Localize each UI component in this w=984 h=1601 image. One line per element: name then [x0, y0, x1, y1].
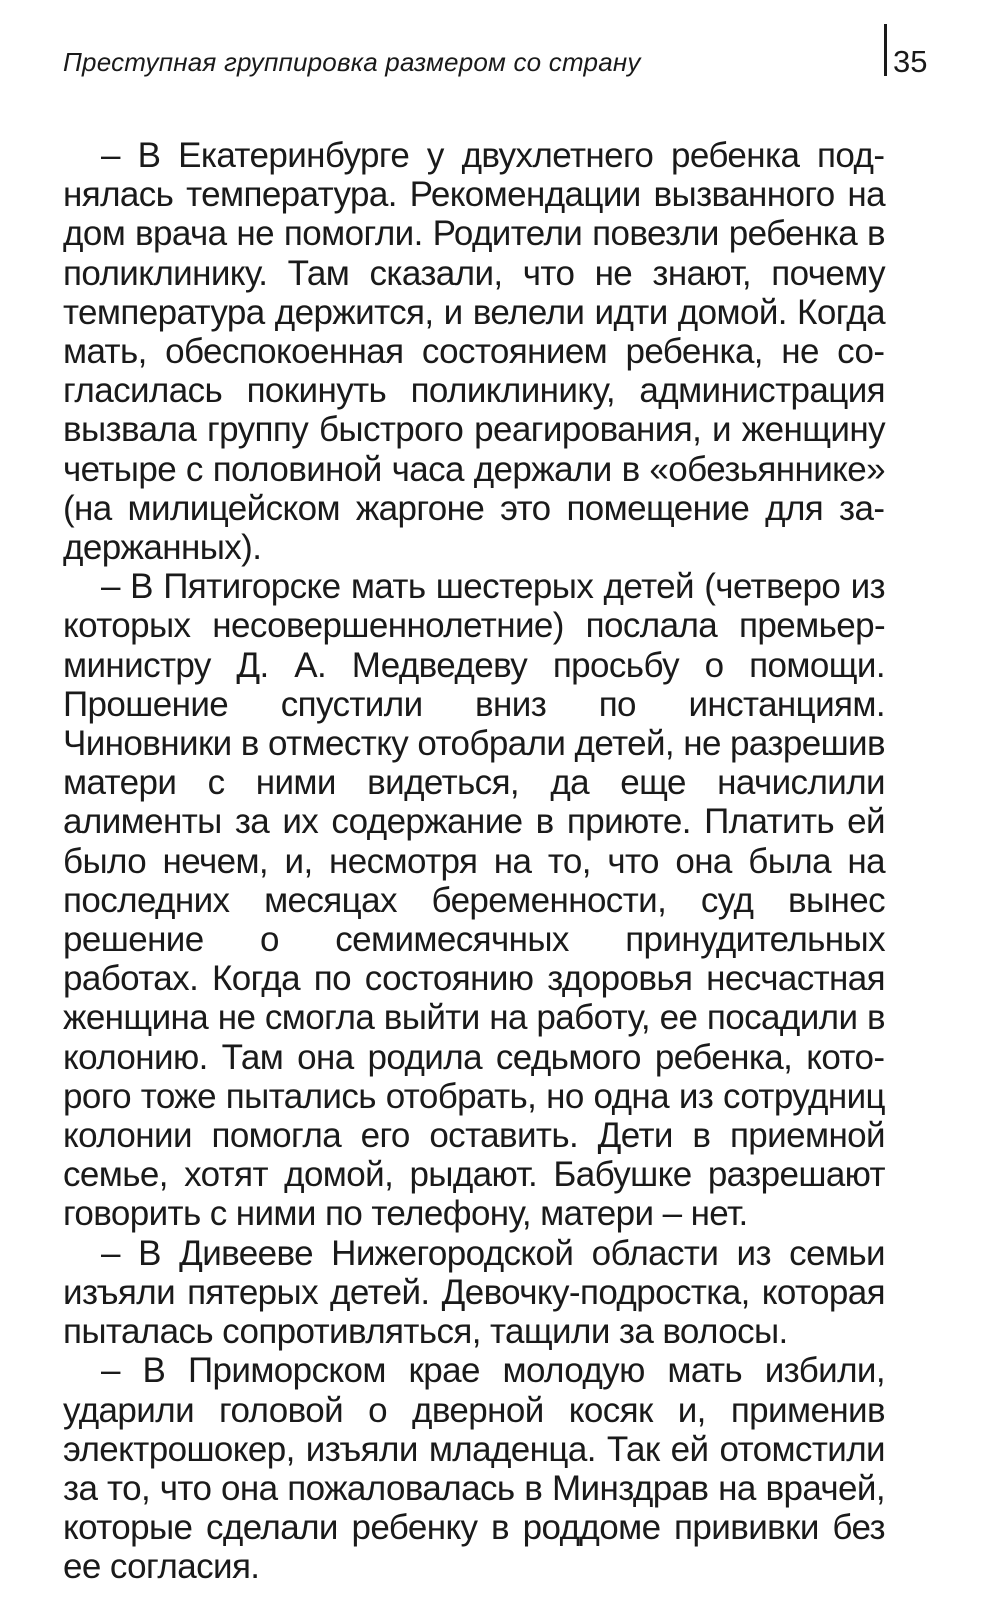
body-text [63, 136, 885, 1587]
header-rule [884, 24, 887, 76]
paragraph-pyatigorsk: – В Пятигорске мать шестерых детей (четверо из которых несовершеннолетние) послала премьер-министру Д. А. Медведеву просьбу о помощи. Прошение спустили вниз по инстанциям. Чиновники в отместку отобрали детей, не разрешив матери с ними видеться, да еще начислили алименты за их содержание в приюте. Платить ей было нечем, и, несмотря на то, что она была на последних месяцах беременности, суд вынес решение о семимесячных принудительных работах. Когда по состоянию здоровья несчастная женщина не смогла выйти на работу, ее посадили в колонию. Там она родила седьмого ребенка, которого тоже пытались отобрать, но одна из сотрудниц колонии помогла его оставить. Дети в приемной семье, хотят домой, рыдают. Бабушке разрешают говорить с ними по телефону, матери – нет. [63, 567, 885, 1234]
page-header [0, 0, 984, 100]
paragraph-primorye: – В Приморском крае молодую мать избили, ударили головой о дверной косяк и, применив электрошокер, изъяли младенца. Так ей отомстили за то, что она пожаловалась в Минздрав на врачей, которые сделали ребенку в роддоме прививки без ее согласия. [63, 1351, 885, 1587]
running-title: Преступная группировка размером со страну [63, 47, 641, 77]
page-number: 35 [893, 44, 928, 79]
paragraph-ekaterinburg: – В Екатеринбурге у двухлетнего ребенка поднялась температура. Рекомендации вызванного на дом врача не помогли. Родители повезли ребенка в поликлинику. Там сказали, что не знают, почему температура держится, и велели идти домой. Когда мать, обеспокоенная состоянием ребенка, не согласилась покинуть поликлинику, администрация вызвала группу быстрого реагирования, и женщину четыре с половиной часа держали в «обезьяннике» (на милицейском жаргоне это помещение для задержанных). [63, 136, 885, 568]
paragraph-diveevo: – В Дивееве Нижегородской области из семьи изъяли пятерых детей. Девочку-подростка, которая пыталась сопротивляться, тащили за волосы. [63, 1233, 885, 1352]
